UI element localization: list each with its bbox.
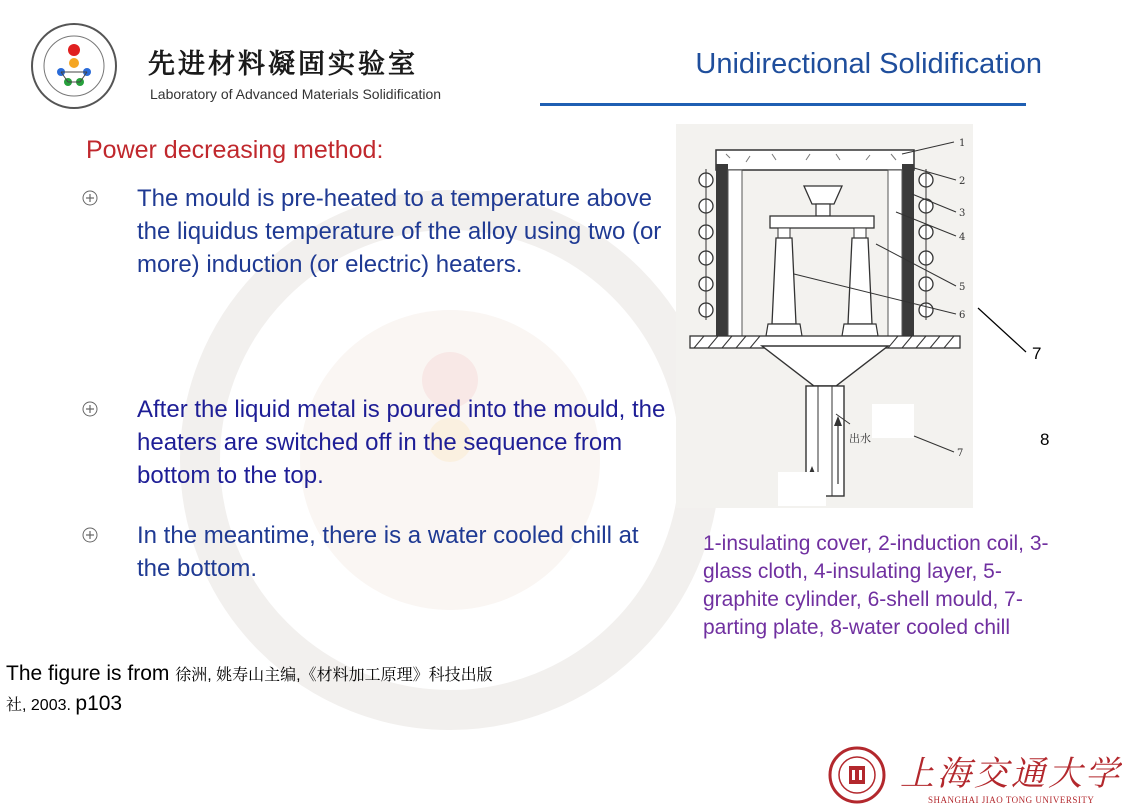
furnace-schematic-figure — [676, 124, 973, 508]
bullet-marker-icon — [80, 399, 100, 419]
university-name-english: SHANGHAI JIAO TONG UNIVERSITY — [928, 795, 1095, 805]
callout-label-7: 7 — [1032, 344, 1042, 363]
university-seal-icon — [828, 746, 886, 804]
source-citation-line1: 徐洲, 姚寿山主编,《材料加工原理》科技出版 — [175, 667, 493, 684]
figure-number-label: 1 — [959, 138, 966, 149]
callout-leader-line — [976, 306, 1032, 356]
callout-label-8: 8 — [1040, 430, 1050, 449]
lab-name-chinese: 先进材料凝固实验室 — [148, 49, 418, 80]
figure-number-label: 3 — [959, 208, 966, 219]
lab-name-english: Laboratory of Advanced Materials Solidification — [150, 86, 442, 102]
figure-number-label: 6 — [959, 310, 966, 321]
bullet-marker-icon — [80, 188, 100, 208]
figure-number-label: 2 — [959, 176, 966, 187]
figure-caption: 1-insulating cover, 2-induction coil, 3-glass cloth, 4-insulating layer, 5-graphite cylinder, 6-shell mould, 7-parting plate, 8-water cooled chill — [703, 532, 1049, 639]
bullet-marker-icon — [80, 525, 100, 545]
bullet-text: The mould is pre-heated to a temperature above the liquidus temperature of the alloy using two (or more) induction (or electric) heaters. — [137, 185, 662, 278]
lab-logo — [28, 20, 138, 112]
bullet-text: In the meantime, there is a water cooled chill at the bottom. — [137, 522, 639, 582]
slide-title: Unidirectional Solidification — [695, 48, 1042, 80]
section-heading: Power decreasing method: — [86, 136, 384, 164]
figure-number-label: 7 — [957, 448, 964, 459]
source-citation-line2: 社, 2003. — [6, 697, 76, 714]
source-lead: The figure is from — [6, 662, 176, 685]
source-page: p103 — [75, 692, 123, 715]
figure-source-note — [6, 660, 676, 720]
university-name-chinese: 上海交通大学 — [900, 754, 1122, 794]
figure-number-label: 5 — [959, 282, 966, 293]
figure-number-label: 4 — [959, 232, 966, 243]
figure-inner-text: 出水 — [849, 432, 871, 445]
title-underline — [540, 103, 1026, 106]
bullet-text: After the liquid metal is poured into the mould, the heaters are switched off in the sequence from bottom to the top. — [137, 396, 666, 489]
